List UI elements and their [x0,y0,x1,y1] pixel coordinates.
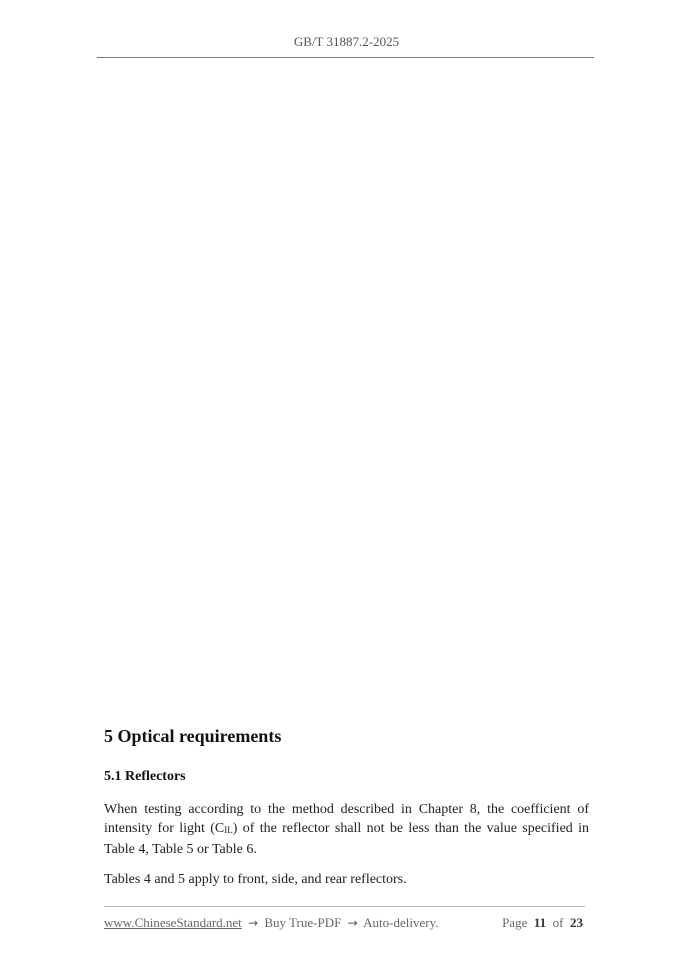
total-pages-number: 23 [570,915,583,930]
paragraph-coefficient-requirement [104,800,589,859]
current-page-number: 11 [533,915,547,930]
paragraph-table-applicability: Tables 4 and 5 apply to front, side, and rear reflectors. [104,872,407,887]
header-divider [97,57,594,58]
paragraph-text-start: When testing according to the method described in Chapter 8, the coefficient of intensity for light (C [104,802,589,836]
footer-divider [104,906,585,907]
cil-subscript: IL [224,825,233,835]
auto-delivery-text: Auto-delivery. [363,915,439,930]
site-link[interactable]: www.ChineseStandard.net [104,915,242,930]
document-id-header: GB/T 31887.2-2025 [293,34,400,49]
page-counter [502,915,583,931]
of-label: of [552,915,564,930]
arrow-right-icon: → [248,916,259,930]
footer-promo [104,915,439,931]
arrow-right-icon: → [347,916,358,930]
page-label: Page [502,915,528,930]
section-heading: 5 Optical requirements [104,726,282,746]
subsection-heading: 5.1 Reflectors [104,769,186,784]
buy-pdf-text: Buy True-PDF [264,915,342,930]
paragraph-text-end: ) of the reflector shall not be less than the value specified in Table 4, Table 5 or Table 6. [104,821,590,857]
